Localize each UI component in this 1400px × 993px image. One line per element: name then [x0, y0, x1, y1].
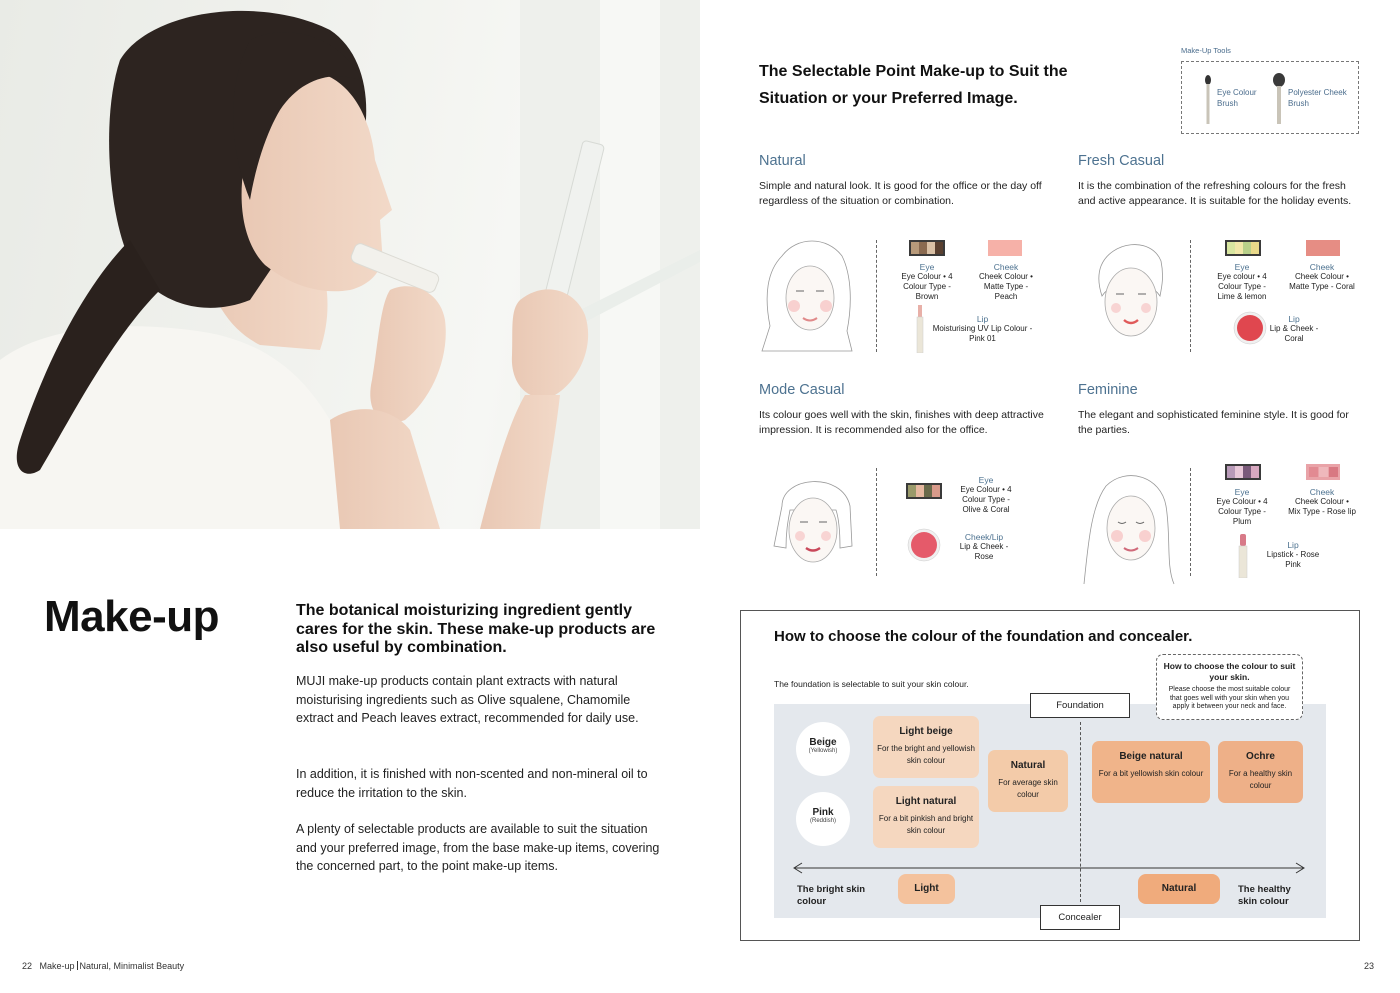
- face-illustration-natural: [752, 236, 862, 356]
- beige-circle: Beige (Yellowish): [796, 722, 850, 776]
- right-page-title: The Selectable Point Make-up to Suit the Situation or your Preferred Image.: [759, 63, 1068, 107]
- page-number-left: 22: [22, 961, 33, 971]
- eye-palette-lime-icon: [1225, 240, 1261, 256]
- swatch-beige-natural: Beige natural For a bit yellowish skin colour: [1092, 741, 1210, 803]
- tools-box: [1181, 61, 1359, 134]
- feminine-lip-label: Lip Lipstick - Rose Pink: [1266, 540, 1320, 569]
- face-illustration-fresh: [1076, 236, 1181, 356]
- look-natural-title: Natural: [759, 153, 806, 169]
- look-fresh-title: Fresh Casual: [1078, 153, 1165, 169]
- lipstick-rose-pink-icon: [1237, 534, 1249, 578]
- look-mode-desc: Its colour goes well with the skin, finishes with deep attractive impression. It is recommended also for the office.: [759, 409, 1044, 436]
- mode-cheek-lip-label: Cheek/Lip Lip & Cheek - Rose: [959, 532, 1009, 561]
- face-illustration-feminine: [1076, 466, 1181, 586]
- fresh-cheek-label: Cheek Cheek Colour • Matte Type - Coral: [1289, 262, 1355, 291]
- divider-natural: [876, 240, 877, 352]
- how-to-choose-title: How to choose the colour to suit your skin.: [1163, 661, 1296, 682]
- eye-colour-brush-label: Eye Colour Brush: [1217, 88, 1257, 108]
- axis-label-healthy: The healthy skin colour: [1238, 884, 1291, 907]
- divider-fresh: [1190, 240, 1191, 352]
- swatch-light-beige: Light beige For the bright and yellowish skin colour: [873, 716, 979, 778]
- cheek-coral-icon: [1306, 240, 1340, 256]
- look-feminine-desc: The elegant and sophisticated feminine style. It is good for the parties.: [1078, 409, 1349, 436]
- natural-lip-label: Lip Moisturising UV Lip Colour - Pink 01: [932, 314, 1033, 343]
- natural-eye-label: Eye Eye Colour • 4 Colour Type - Brown: [901, 262, 953, 301]
- cheek-rose-lip-icon: [1306, 464, 1340, 480]
- face-illustration-mode: [762, 466, 862, 581]
- chart-center-line: [1080, 722, 1081, 902]
- body-paragraph-3: A plenty of selectable products are available to suit the situation and your preferred image, from the base make-up items, covering the concerned part, to the point make-up items.: [296, 822, 660, 873]
- look-mode-title: Mode Casual: [759, 382, 845, 398]
- fresh-eye-label: Eye Eye colour • 4 Colour Type - Lime & lemon: [1217, 262, 1267, 301]
- concealer-label: Concealer: [1040, 905, 1120, 930]
- page-number-right: 23: [1364, 961, 1375, 971]
- eye-palette-brown-icon: [909, 240, 945, 256]
- footer-section: Make-up: [39, 961, 75, 971]
- concealer-natural: Natural: [1138, 874, 1220, 904]
- body-paragraph-2: In addition, it is finished with non-scented and non-mineral oil to reduce the irritation to the skin.: [296, 767, 648, 800]
- foundation-chart-title: How to choose the colour of the foundation and concealer.: [774, 628, 1193, 645]
- look-natural-desc: Simple and natural look. It is good for the office or the day off regardless of the situation or combination.: [759, 180, 1042, 207]
- footer-subtitle: Natural, Minimalist Beauty: [79, 961, 185, 971]
- feminine-cheek-label: Cheek Cheek Colour • Mix Type - Rose lip: [1288, 487, 1356, 516]
- how-to-choose-note: [1156, 654, 1303, 720]
- divider-feminine: [1190, 468, 1191, 576]
- feminine-eye-label: Eye Eye Colour • 4 Colour Type - Plum: [1216, 487, 1268, 526]
- eye-palette-plum-icon: [1225, 464, 1261, 480]
- cheek-brush-label: Polyester Cheek Brush: [1288, 88, 1347, 108]
- swatch-natural: Natural For average skin colour: [988, 750, 1068, 812]
- pink-circle: Pink (Reddish): [796, 792, 850, 846]
- page-title: Make-up: [44, 592, 219, 641]
- cheek-peach-icon: [988, 240, 1022, 256]
- concealer-light: Light: [898, 874, 955, 904]
- fresh-lip-label: Lip Lip & Cheek - Coral: [1269, 314, 1319, 343]
- lip-cheek-rose-pot-icon: [907, 528, 941, 562]
- divider-mode: [876, 468, 877, 576]
- footer-left: [22, 961, 184, 971]
- body-paragraph-1: MUJI make-up products contain plant extracts with natural moisturising ingredients such as Olive squalene, Chamomile extract and Peach leaves extract, recommended for daily use.: [296, 674, 639, 725]
- eye-palette-olive-icon: [906, 483, 942, 499]
- axis-label-bright: The bright skin colour: [797, 884, 866, 907]
- swatch-ochre: Ochre For a healthy skin colour: [1218, 741, 1303, 803]
- look-fresh-desc: It is the combination of the refreshing colours for the fresh and active appearance. It is suitable for the holiday events.: [1078, 180, 1352, 207]
- tools-label: Make-Up Tools: [1181, 46, 1231, 55]
- footer-divider: [77, 961, 78, 970]
- lip-colour-stick-icon: [915, 305, 925, 353]
- hero-photo: [0, 0, 700, 529]
- lip-cheek-coral-pot-icon: [1233, 311, 1267, 345]
- foundation-chart-subtitle: The foundation is selectable to suit your skin colour.: [774, 679, 969, 689]
- look-feminine-title: Feminine: [1078, 382, 1138, 398]
- mode-eye-label: Eye Eye Colour • 4 Colour Type - Olive & Coral: [960, 475, 1012, 514]
- swatch-light-natural: Light natural For a bit pinkish and bright skin colour: [873, 786, 979, 848]
- foundation-label: Foundation: [1030, 693, 1130, 718]
- how-to-choose-text: Please choose the most suitable colour that goes well with your skin when you apply it between your neck and face.: [1168, 686, 1291, 710]
- lead-text: The botanical moisturizing ingredient gently cares for the skin. These make-up products are also useful by combination.: [296, 602, 656, 656]
- woman-applying-lip-colour-illustration: [0, 0, 700, 529]
- skin-tone-axis-arrow: [792, 862, 1306, 874]
- natural-cheek-label: Cheek Cheek Colour • Matte Type - Peach: [979, 262, 1033, 301]
